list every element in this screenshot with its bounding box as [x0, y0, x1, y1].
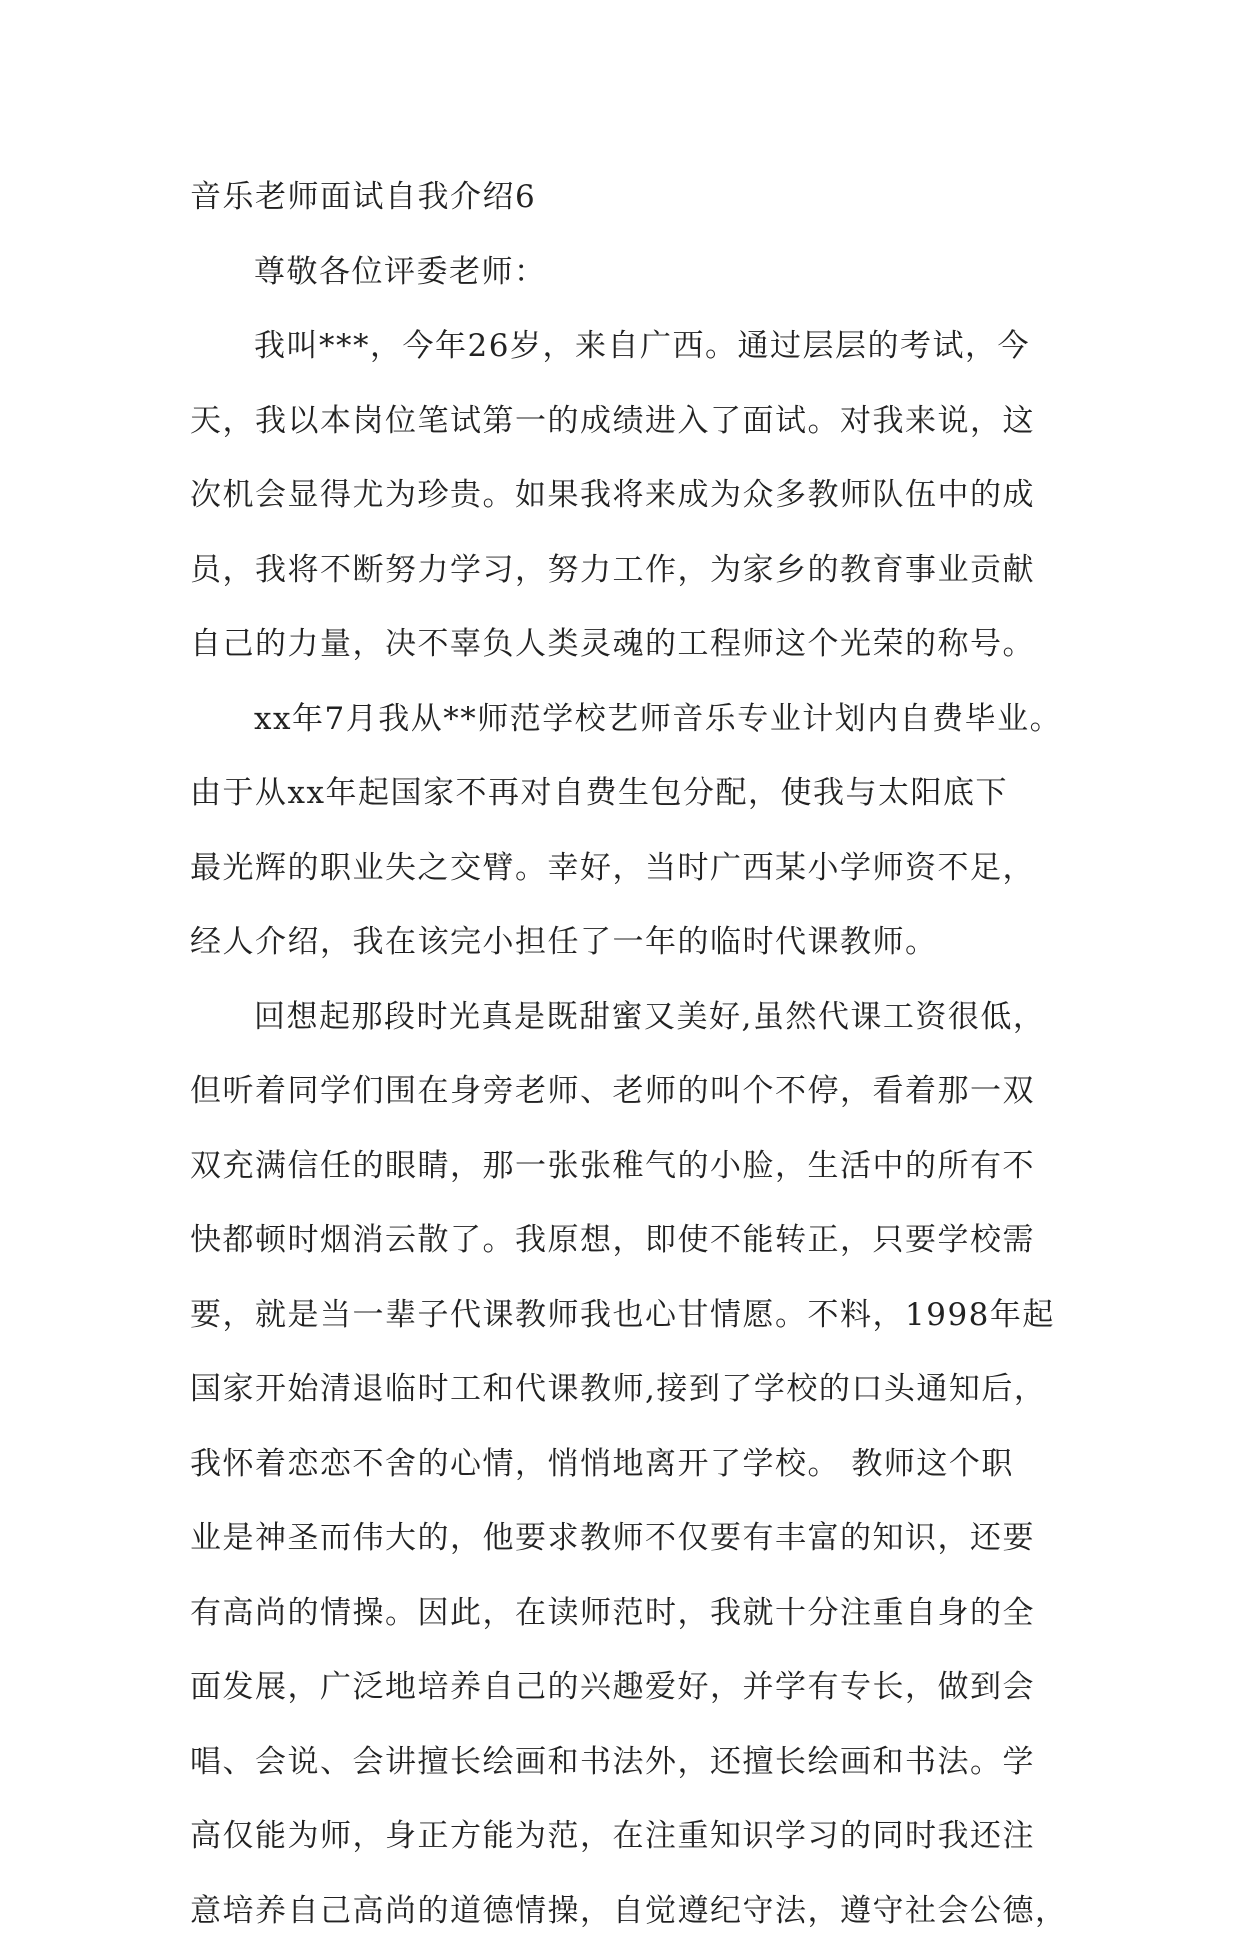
paragraph-line: 唱、会说、会讲擅长绘画和书法外，还擅长绘画和书法。学 — [190, 1725, 1060, 1800]
paragraph-line: 次机会显得尤为珍贵。如果我将来成为众多教师队伍中的成 — [190, 458, 1060, 533]
document-body — [190, 160, 1060, 1948]
paragraph-line: 有高尚的情操。因此，在读师范时，我就十分注重自身的全 — [190, 1576, 1060, 1651]
paragraph-line: 由于从xx年起国家不再对自费生包分配，使我与太阳底下 — [190, 756, 1060, 831]
paragraph-line: 回想起那段时光真是既甜蜜又美好,虽然代课工资很低， — [190, 980, 1060, 1055]
paragraph-line: 面发展，广泛地培养自己的兴趣爱好，并学有专长，做到会 — [190, 1650, 1060, 1725]
document-title: 音乐老师面试自我介绍6 — [190, 160, 1060, 235]
paragraph-line: 天，我以本岗位笔试第一的成绩进入了面试。对我来说，这 — [190, 384, 1060, 459]
paragraph-line: 但听着同学们围在身旁老师、老师的叫个不停，看着那一双 — [190, 1054, 1060, 1129]
paragraph-line: 双充满信任的眼睛，那一张张稚气的小脸，生活中的所有不 — [190, 1129, 1060, 1204]
paragraph-line: 意培养自己高尚的道德情操，自觉遵纪守法，遵守社会公德， — [190, 1874, 1060, 1948]
paragraph-line: 员，我将不断努力学习，努力工作，为家乡的教育事业贡献 — [190, 533, 1060, 608]
paragraph-line: 自己的力量，决不辜负人类灵魂的工程师这个光荣的称号。 — [190, 607, 1060, 682]
paragraph-line: 国家开始清退临时工和代课教师,接到了学校的口头通知后， — [190, 1352, 1060, 1427]
paragraph-line: 最光辉的职业失之交臂。幸好，当时广西某小学师资不足， — [190, 831, 1060, 906]
paragraph-line: 业是神圣而伟大的，他要求教师不仅要有丰富的知识，还要 — [190, 1501, 1060, 1576]
paragraph-line: xx年7月我从**师范学校艺师音乐专业计划内自费毕业。 — [190, 682, 1060, 757]
paragraph-line: 快都顿时烟消云散了。我原想，即使不能转正，只要学校需 — [190, 1203, 1060, 1278]
salutation-line: 尊敬各位评委老师： — [190, 235, 1060, 310]
paragraph-line: 我叫***，今年26岁，来自广西。通过层层的考试，今 — [190, 309, 1060, 384]
paragraph-line: 我怀着恋恋不舍的心情，悄悄地离开了学校。 教师这个职 — [190, 1427, 1060, 1502]
paragraph-line: 高仅能为师，身正方能为范，在注重知识学习的同时我还注 — [190, 1799, 1060, 1874]
paragraph-line: 经人介绍，我在该完小担任了一年的临时代课教师。 — [190, 905, 1060, 980]
paragraph-line: 要，就是当一辈子代课教师我也心甘情愿。不料，1998年起 — [190, 1278, 1060, 1353]
